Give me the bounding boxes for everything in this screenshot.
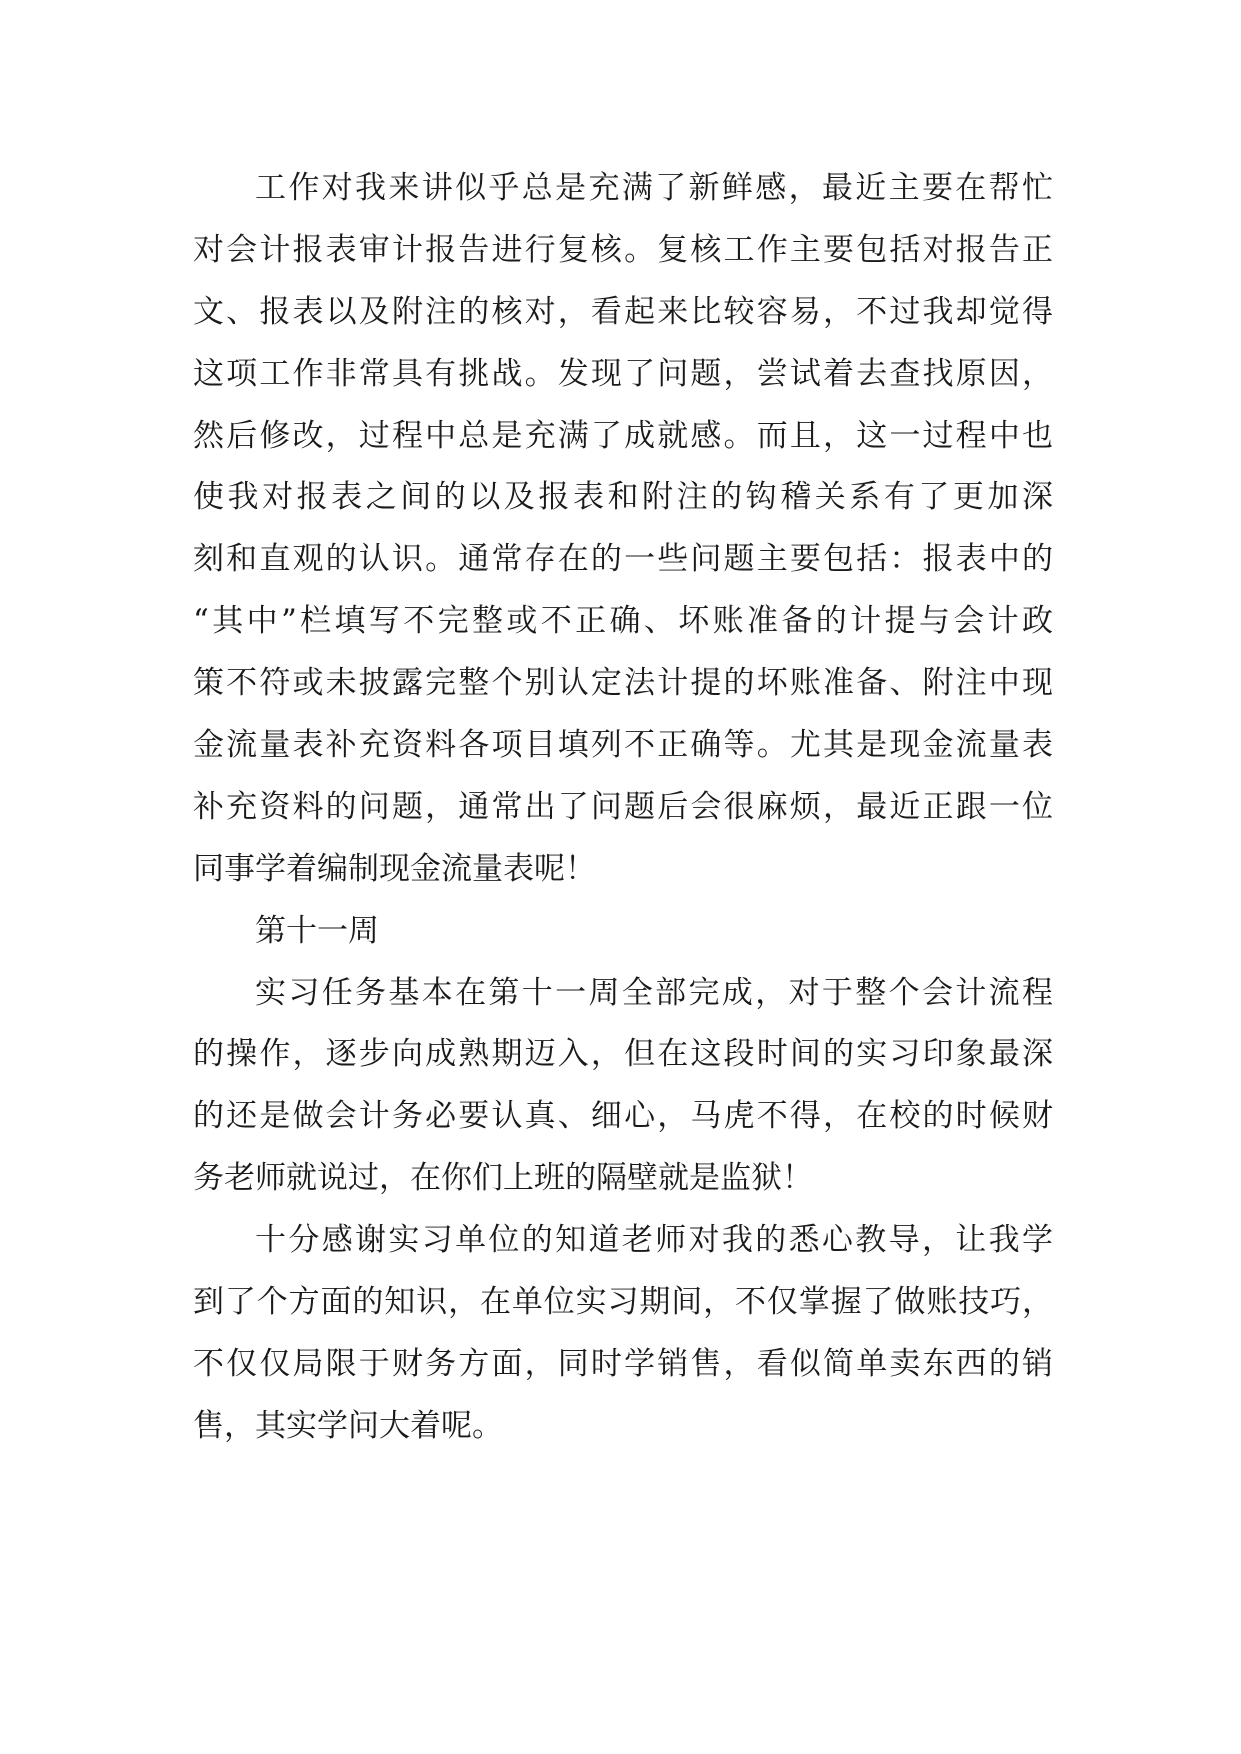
text-line: 到了个方面的知识，在单位实习期间，不仅掌握了做账技巧，: [193, 1284, 1053, 1321]
text-line: 务老师就说过，在你们上班的隔壁就是监狱！: [193, 1160, 813, 1197]
text-line: 实习任务基本在第十一周全部完成，对于整个会计流程: [255, 974, 1053, 1011]
text-line: 补充资料的问题，通常出了问题后会很麻烦，最近正跟一位: [193, 788, 1053, 825]
text-line: “其中”栏填写不完整或不正确、坏账准备的计提与会计政: [193, 603, 1053, 640]
text-line: 刻和直观的认识。通常存在的一些问题主要包括：报表中的: [193, 541, 1053, 578]
section-heading: [193, 901, 1053, 963]
paragraph-3: [193, 1210, 1053, 1458]
paragraph-2: [193, 963, 1053, 1211]
text-line: 然后修改，过程中总是充满了成就感。而且，这一过程中也: [193, 417, 1053, 454]
text-line: 十分感谢实习单位的知道老师对我的悉心教导，让我学: [255, 1222, 1053, 1259]
text-line: 不仅仅局限于财务方面，同时学销售，看似简单卖东西的销: [193, 1345, 1053, 1382]
text-line: 对会计报表审计报告进行复核。复核工作主要包括对报告正: [193, 231, 1053, 268]
week-heading: 第十一周: [255, 912, 379, 949]
text-line: 金流量表补充资料各项目填列不正确等。尤其是现金流量表: [193, 727, 1053, 764]
body-text: [193, 158, 1053, 1458]
text-line: 的操作，逐步向成熟期迈入，但在这段时间的实习印象最深: [193, 1036, 1053, 1073]
paragraph-1: [193, 158, 1053, 901]
text-line: 工作对我来讲似乎总是充满了新鲜感，最近主要在帮忙: [255, 170, 1053, 206]
text-line: 同事学着编制现金流量表呢！: [193, 850, 596, 887]
text-line: 这项工作非常具有挑战。发现了问题，尝试着去查找原因，: [193, 355, 1053, 392]
text-line: 文、报表以及附注的核对，看起来比较容易，不过我却觉得: [193, 293, 1053, 330]
text-line: 使我对报表之间的以及报表和附注的钩稽关系有了更加深: [193, 479, 1053, 516]
text-line: 的还是做会计务必要认真、细心，马虎不得，在校的时候财: [193, 1098, 1053, 1135]
text-line: 策不符或未披露完整个别认定法计提的坏账准备、附注中现: [193, 665, 1053, 702]
text-line: 售，其实学问大着呢。: [193, 1407, 503, 1444]
